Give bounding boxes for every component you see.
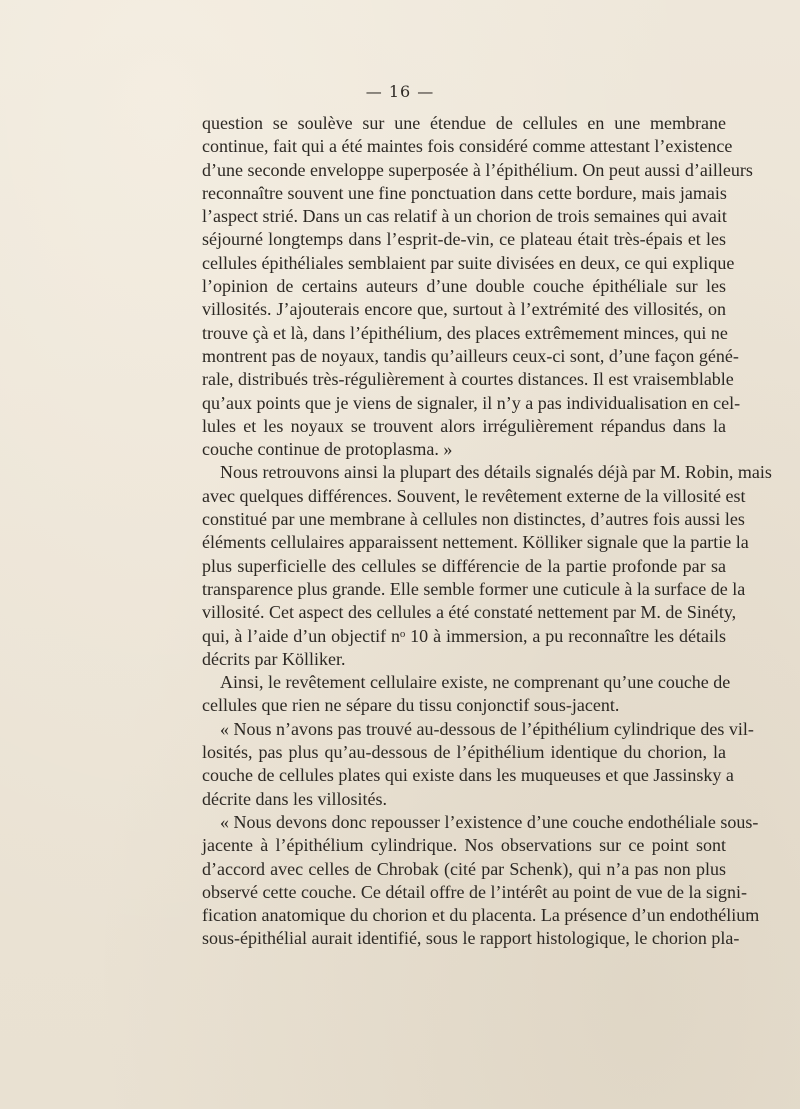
text-line: « Nous n’avons pas trouvé au-dessous de l’épithélium cylindrique des vil- xyxy=(220,718,754,739)
text-line: décrits par Kölliker. xyxy=(202,648,346,669)
text-line: villosités. J’ajouterais encore que, surtout à l’extrémité des villosités, on xyxy=(202,299,726,320)
text-line: rale, distribués très-régulièrement à courtes distances. Il est vraisemblable xyxy=(202,369,734,390)
text-line: continue, fait qui a été maintes fois considéré comme attestant l’existence xyxy=(202,136,733,157)
page-number: — 16 — xyxy=(365,82,435,101)
text-line: constitué par une membrane à cellules non distinctes, d’autres fois aussi les xyxy=(202,509,745,530)
text-line: jacente à l’épithélium cylindrique. Nos observations sur ce point sont xyxy=(202,835,726,856)
text-line: reconnaître souvent une fine ponctuation dans cette bordure, mais jamais xyxy=(202,182,727,203)
text-line: avec quelques différences. Souvent, le revêtement externe de la villosité est xyxy=(202,485,746,506)
body-text xyxy=(202,112,772,951)
text-line: lules et les noyaux se trouvent alors irrégulièrement répandus dans la xyxy=(202,415,726,436)
text-line: d’une seconde enveloppe superposée à l’épithélium. On peut aussi d’ailleurs xyxy=(202,159,753,180)
text-line: décrite dans les villosités. xyxy=(202,788,387,809)
text-line: montrent pas de noyaux, tandis qu’ailleurs ceux-ci sont, d’une façon géné- xyxy=(202,345,739,366)
text-line: couche de cellules plates qui existe dans les muqueuses et que Jassinsky a xyxy=(202,765,734,786)
text-line: couche continue de protoplasma. » xyxy=(202,439,453,460)
text-line: cellules épithéliales semblaient par suite divisées en deux, ce qui explique xyxy=(202,252,735,273)
text-line: transparence plus grande. Elle semble former une cuticule à la surface de la xyxy=(202,578,746,599)
text-line: losités, pas plus qu’au-dessous de l’épithélium identique du chorion, la xyxy=(202,742,726,763)
text-line: d’accord avec celles de Chrobak (cité par Schenk), qui n’a pas non plus xyxy=(202,858,726,879)
text-line: l’aspect strié. Dans un cas relatif à un chorion de trois semaines qui avait xyxy=(202,206,727,227)
text-line: fication anatomique du chorion et du placenta. La présence d’un endothélium xyxy=(202,905,760,926)
text-line: observé cette couche. Ce détail offre de l’intérêt au point de vue de la signi- xyxy=(202,881,747,902)
text-line: cellules que rien ne sépare du tissu conjonctif sous-jacent. xyxy=(202,695,620,716)
text-line: trouve çà et là, dans l’épithélium, des places extrêmement minces, qui ne xyxy=(202,322,728,343)
text-line: qu’aux points que je viens de signaler, il n’y a pas individualisation en cel- xyxy=(202,392,741,413)
text-line: villosité. Cet aspect des cellules a été constaté nettement par M. de Sinéty, xyxy=(202,602,737,623)
text-line: éléments cellulaires apparaissent nettement. Kölliker signale que la partie la xyxy=(202,532,749,553)
text-line: l’opinion de certains auteurs d’une double couche épithéliale sur les xyxy=(202,276,726,297)
text-line: Nous retrouvons ainsi la plupart des détails signalés déjà par M. Robin, mais xyxy=(220,462,772,483)
text-line: Ainsi, le revêtement cellulaire existe, ne comprenant qu’une couche de xyxy=(220,672,731,693)
text-line: plus superficielle des cellules se différencie de la partie profonde par sa xyxy=(202,555,726,576)
text-line: séjourné longtemps dans l’esprit-de-vin, ce plateau était très-épais et les xyxy=(202,229,726,250)
text-line: « Nous devons donc repousser l’existence d’une couche endothéliale sous- xyxy=(220,811,759,832)
text-line: sous-épithélial aurait identifié, sous le rapport histologique, le chorion pla- xyxy=(202,928,740,949)
text-line: qui, à l’aide d’un objectif nᵒ 10 à immersion, a pu reconnaître les détails xyxy=(202,625,726,646)
text-line: question se soulève sur une étendue de cellules en une membrane xyxy=(202,113,726,133)
